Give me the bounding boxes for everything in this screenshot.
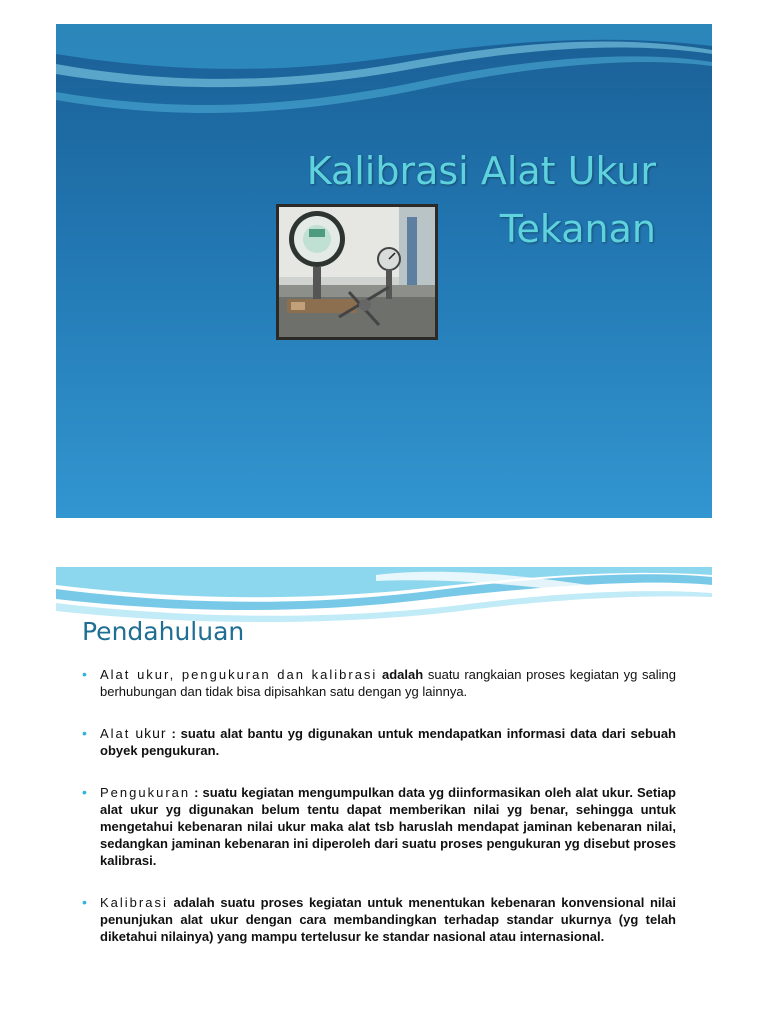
section-heading: Pendahuluan <box>82 617 245 646</box>
bullet-bold: : suatu kegiatan mengumpulkan data yg diinformasikan oleh alat ukur. Setiap alat ukur yg digunakan belum tentu dapat memberikan nilai yg benar, sehingga untuk mengetahui kebenaran nilai ukur maka alat tsb haruslah mendapat jaminan kebenaran nilai, sedangkan jaminan kebenaran ini diperoleh dari suatu proses pengukuran yg disebut proses kalibrasi. <box>100 785 676 868</box>
bullet-lead: Kalibrasi <box>100 895 168 910</box>
title-line-2: Tekanan <box>499 207 656 251</box>
content-slide <box>56 567 712 1024</box>
slide1-wave-decoration <box>56 24 712 134</box>
title-line-1: Kalibrasi Alat Ukur <box>306 149 656 193</box>
bullet-bold: adalah suatu proses kegiatan untuk menentukan kebenaran konvensional nilai penunjukan alat ukur dengan cara membandingkan terhadap standar ukurnya (yg telah diketahui nilainya) yang mampu tertelusur ke standar nasional atau internasional. <box>100 895 676 944</box>
bullet-lead: Pengukuran <box>100 785 191 800</box>
title-slide <box>56 24 712 518</box>
list-item <box>82 666 676 700</box>
list-item <box>82 894 676 945</box>
bullet-icon: • <box>82 894 87 910</box>
pressure-gauge-photo <box>276 204 438 340</box>
bullet-icon: • <box>82 784 87 800</box>
bullet-icon: • <box>82 666 87 682</box>
bullet-rest: suatu rangkaian proses kegiatan yg saling berhubungan dan tidak bisa dipisahkan satu dengan yg lainnya. <box>100 667 676 699</box>
list-item <box>82 725 676 759</box>
bullet-lead: Alat <box>100 726 131 741</box>
bullet-lead-2: ukur <box>135 725 167 741</box>
bullet-list <box>82 666 676 970</box>
list-item <box>82 784 676 869</box>
bullet-icon: • <box>82 725 87 741</box>
bullet-lead: Alat ukur, pengukuran dan kalibrasi <box>100 667 378 682</box>
bullet-bold: : suatu alat bantu yg digunakan untuk mendapatkan informasi data dari sebuah obyek pengukuran. <box>100 726 676 758</box>
bullet-bold: adalah <box>382 667 424 682</box>
